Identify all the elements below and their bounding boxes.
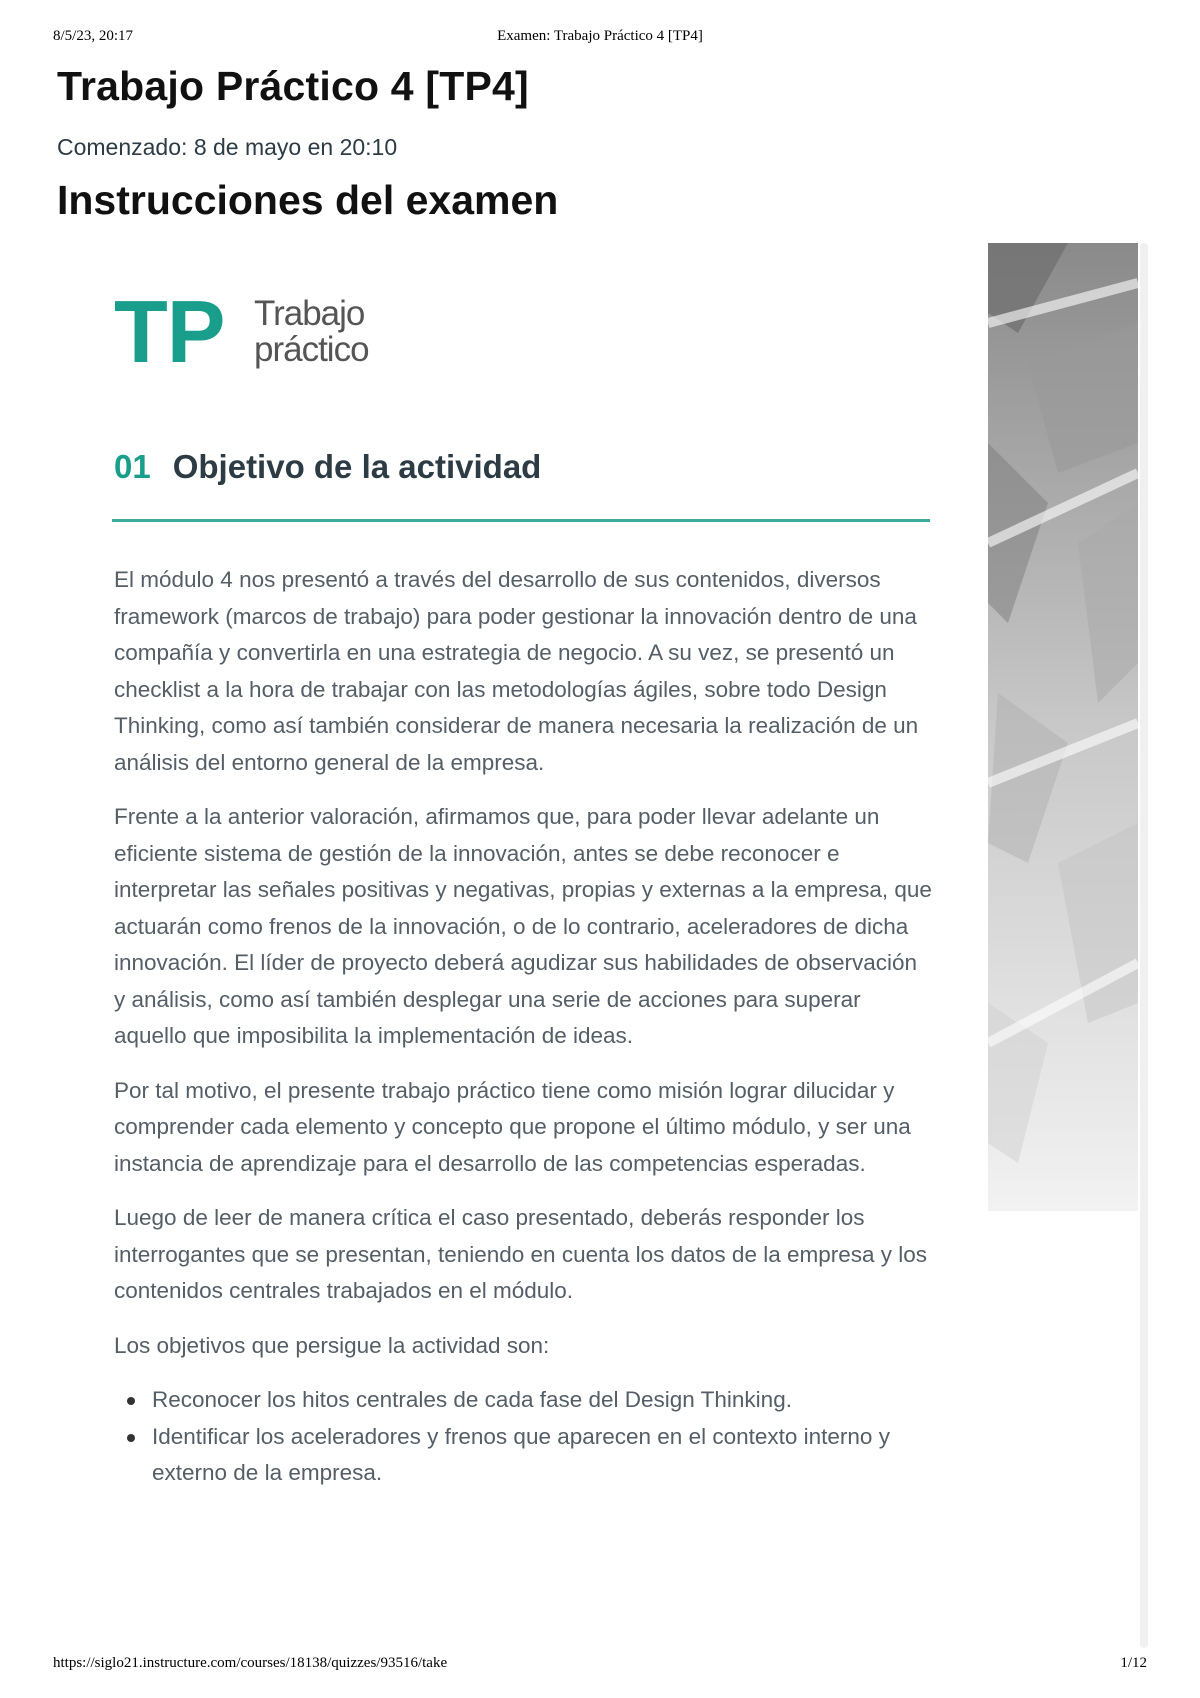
paragraph: Por tal motivo, el presente trabajo práctico tiene como misión lograr dilucidar y comprender cada elemento y concepto que propone el último módulo, y ser una instancia de aprendizaje para el desarrollo de las competencias esperadas. [114, 1077, 911, 1176]
scrollbar[interactable] [1140, 243, 1148, 1648]
decorative-side-image [988, 243, 1138, 1211]
print-doc-title: Examen: Trabajo Práctico 4 [TP4] [497, 28, 703, 44]
list-item: Reconocer los hitos centrales de cada fase del Design Thinking. [152, 1382, 934, 1419]
started-label: Comenzado: [57, 134, 188, 160]
paragraph: Frente a la anterior valoración, afirmamos que, para poder llevar adelante un eficiente sistema de gestión de la innovación, antes se debe reconocer e interpretar las señales positivas y negativas, propias y externas a la empresa, que actuarán como frenos de la innovación, o de lo contrario, aceleradores de dicha innovación. El líder de proyecto deberá agudizar sus habilidades de observación y análisis, como así también desplegar una serie de acciones para superar aquello que imposibilita la implementación de ideas. [114, 804, 932, 1048]
paragraph: El módulo 4 nos presentó a través del desarrollo de sus contenidos, diversos framework (marcos de trabajo) para poder gestionar la innovación dentro de una compañía y convertirla en una estrategia de negocio. A su vez, se presentó un checklist a la hora de trabajar con las metodologías ágiles, sobre todo Design Thinking, como así también considerar de manera necesaria la realización de un análisis del entorno general de la empresa. [114, 567, 919, 775]
tp-logo-line2: práctico [254, 330, 369, 369]
section-heading [114, 448, 929, 486]
started-info [57, 134, 397, 161]
print-date: 8/5/23, 20:17 [53, 28, 134, 44]
print-footer [53, 1655, 1147, 1675]
paragraph: Luego de leer de manera crítica el caso presentado, deberás responder los interrogantes que se presentan, teniendo en cuenta los datos de la empresa y los contenidos centrales trabajados en el módulo. [114, 1205, 928, 1303]
section-number: 01 [114, 448, 151, 485]
page-title: Trabajo Práctico 4 [TP4] [57, 63, 529, 109]
objectives-list [114, 1382, 934, 1492]
decorative-pattern [988, 243, 1138, 1211]
list-item: Identificar los aceleradores y frenos que aparecen en el contexto interno y externo de la empresa. [152, 1419, 934, 1492]
section-divider [112, 519, 930, 522]
paragraph: Los objetivos que persigue la actividad son: [114, 1332, 550, 1358]
started-value: 8 de mayo en 20:10 [193, 134, 398, 160]
instructions-title: Instrucciones del examen [57, 177, 559, 223]
tp-logo-mark: TP [114, 282, 225, 381]
section-title: Objetivo de la actividad [172, 448, 542, 485]
print-header [53, 28, 1147, 48]
instructions-body [114, 562, 934, 1492]
print-url: https://siglo21.instructure.com/courses/18138/quizzes/93516/take [53, 1655, 448, 1671]
tp-logo-line1: Trabajo [254, 294, 365, 333]
page-number: 1/12 [1120, 1655, 1147, 1671]
